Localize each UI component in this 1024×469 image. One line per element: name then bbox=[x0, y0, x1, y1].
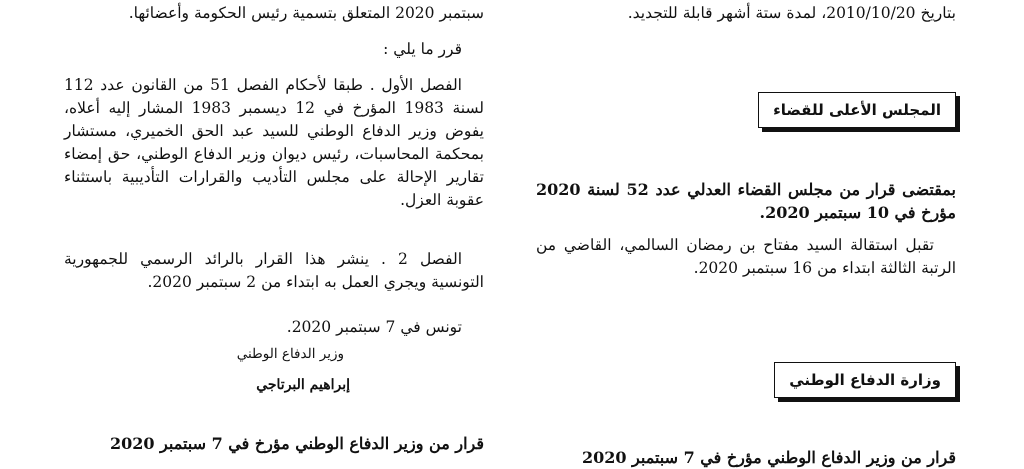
signatory-name: إبراهيم البرتاجي bbox=[256, 377, 350, 393]
heading-supreme-judicial-council: المجلس الأعلى للقضاء bbox=[758, 92, 956, 128]
left-column bbox=[64, 0, 484, 460]
left-top-line: سبتمبر 2020 المتعلق بتسمية رئيس الحكومة وأعضائها. bbox=[128, 4, 484, 22]
decides-line: قرر ما يلي : bbox=[383, 40, 462, 58]
left-cut-title: قرار من وزير الدفاع الوطني مؤرخ في 7 سبتمبر 2020 bbox=[109, 434, 484, 453]
date-line: تونس في 7 سبتمبر 2020. bbox=[286, 318, 462, 336]
right-top-line: بتاريخ 2010/10/20، لمدة ستة أشهر قابلة للتجديد. bbox=[627, 4, 956, 22]
heading-ministry-defense: وزارة الدفاع الوطني bbox=[774, 362, 956, 398]
decision-title: بمقتضى قرار من مجلس القضاء العدلي عدد 52 لسنة 2020 مؤرخ في 10 سبتمبر 2020. bbox=[536, 180, 956, 222]
right-cut-title: قرار من وزير الدفاع الوطني مؤرخ في 7 سبتمبر 2020 bbox=[581, 448, 956, 467]
article-2: الفصل 2 . ينشر هذا القرار بالرائد الرسمي للجمهورية التونسية ويجري العمل به ابتداء من 2 سبتمبر 2020. bbox=[64, 250, 484, 291]
decision-body: تقبل استقالة السيد مفتاح بن رمضان السالمي، القاضي من الرتبة الثالثة ابتداء من 16 سبتمبر 2020. bbox=[536, 236, 956, 277]
article-1: الفصل الأول . طبقا لأحكام الفصل 51 من القانون عدد 112 لسنة 1983 المؤرخ في 12 ديسمبر 1983 المشار إليه أعلاه، يفوض وزير الدفاع الوطني للسيد عبد الحق الخميري، مستشار بمحكمة المحاسبات، رئيس ديوان وزير الدفاع الوطني، حق إمضاء تقارير الإحالة على مجلس التأديب والقرارات التأديبية باستثناء عقوبة العزل. bbox=[64, 76, 484, 209]
right-column bbox=[536, 0, 956, 467]
signatory-title: وزير الدفاع الوطني bbox=[236, 346, 344, 362]
